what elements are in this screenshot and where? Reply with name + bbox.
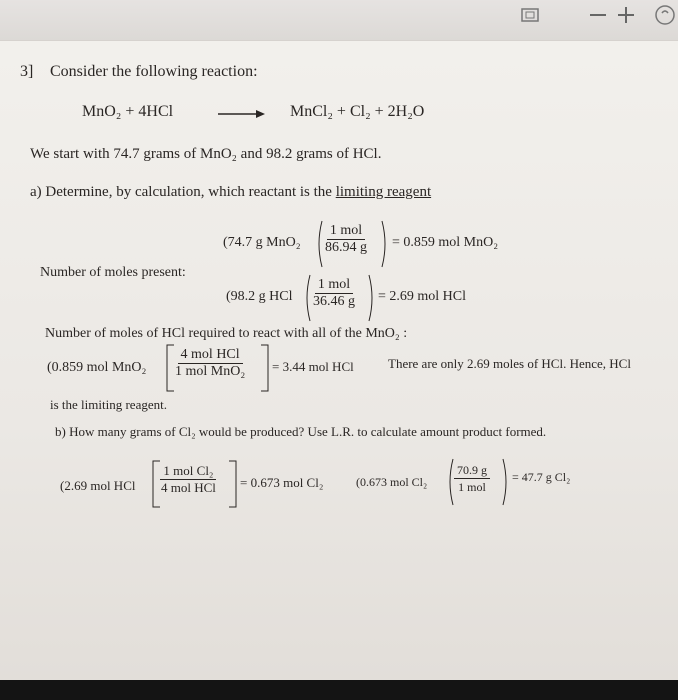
calc1-denominator: 86.94 g xyxy=(325,240,367,255)
part-a-question xyxy=(30,184,431,201)
calc4-bracket-right xyxy=(228,460,238,508)
calc2-paren-right xyxy=(368,274,376,322)
calc1-lhs: (74.7 g MnO₂ xyxy=(223,235,301,250)
calc1-numerator: 1 mol xyxy=(327,223,365,240)
calc4-numerator: 1 mol Cl₂ xyxy=(160,463,216,480)
calc2-denominator: 36.46 g xyxy=(313,294,355,309)
calc5-denominator: 1 mol xyxy=(458,480,486,494)
problem-intro: Consider the following reaction: xyxy=(50,63,258,80)
viewer-toolbar xyxy=(0,0,678,40)
part-a-prefix: a) Determine, by calculation, which reactant is the xyxy=(30,184,336,200)
hcl-note: There are only 2.69 moles of HCl. Hence, HCl xyxy=(388,356,631,371)
calc4-fraction xyxy=(158,463,219,496)
equation-reactants: MnO₂ + 4HCl xyxy=(82,103,174,120)
calc2-lhs: (98.2 g HCl xyxy=(226,289,293,304)
calc5-paren-right xyxy=(502,458,510,506)
zoom-in-icon[interactable] xyxy=(614,4,638,26)
calc5-lhs: (0.673 mol Cl₂ xyxy=(356,475,428,489)
calc1-result: = 0.859 mol MnO₂ xyxy=(392,235,499,250)
calc5-fraction xyxy=(454,462,490,495)
reaction-arrow-icon xyxy=(218,108,266,120)
calc5-result: = 47.7 g Cl₂ xyxy=(512,470,571,484)
part-a-underlined: limiting reagent xyxy=(335,184,432,200)
expand-icon[interactable] xyxy=(518,4,542,26)
calc3-result: = 3.44 mol HCl xyxy=(272,359,354,374)
calc2-fraction xyxy=(310,277,358,310)
problem-number: 3] xyxy=(20,63,34,80)
calc5-numerator: 70.9 g xyxy=(454,462,490,479)
calc4-lhs: (2.69 mol HCl xyxy=(60,478,136,493)
required-label: Number of moles of HCl required to react with all of the MnO₂ : xyxy=(45,326,408,341)
calc2-result: = 2.69 mol HCl xyxy=(378,289,467,304)
calc1-paren-right xyxy=(381,220,389,268)
given-amounts: We start with 74.7 grams of MnO₂ and 98.2 grams of HCl. xyxy=(30,146,382,162)
limiting-conclusion: is the limiting reagent. xyxy=(50,397,167,412)
calc1-fraction xyxy=(322,223,370,256)
moles-present-label: Number of moles present: xyxy=(40,265,186,280)
calc3-lhs: (0.859 mol MnO₂ xyxy=(47,360,147,375)
calc3-numerator: 4 mol HCl xyxy=(178,347,243,364)
screen-bottom-edge xyxy=(0,680,678,700)
calc2-numerator: 1 mol xyxy=(315,277,353,294)
calc3-denominator: 1 mol MnO₂ xyxy=(175,364,246,379)
calc3-fraction xyxy=(172,347,248,380)
part-b-question: b) How many grams of Cl₂ would be produced? Use L.R. to calculate amount product formed. xyxy=(55,424,547,439)
calc5-paren-left xyxy=(446,458,454,506)
rotate-icon[interactable] xyxy=(652,4,678,26)
calc3-bracket-right xyxy=(260,344,270,392)
zoom-out-icon[interactable] xyxy=(586,4,610,26)
calc4-result: = 0.673 mol Cl₂ xyxy=(240,475,324,490)
equation-products: MnCl₂ + Cl₂ + 2H₂O xyxy=(290,103,425,120)
calc4-denominator: 4 mol HCl xyxy=(161,480,216,495)
